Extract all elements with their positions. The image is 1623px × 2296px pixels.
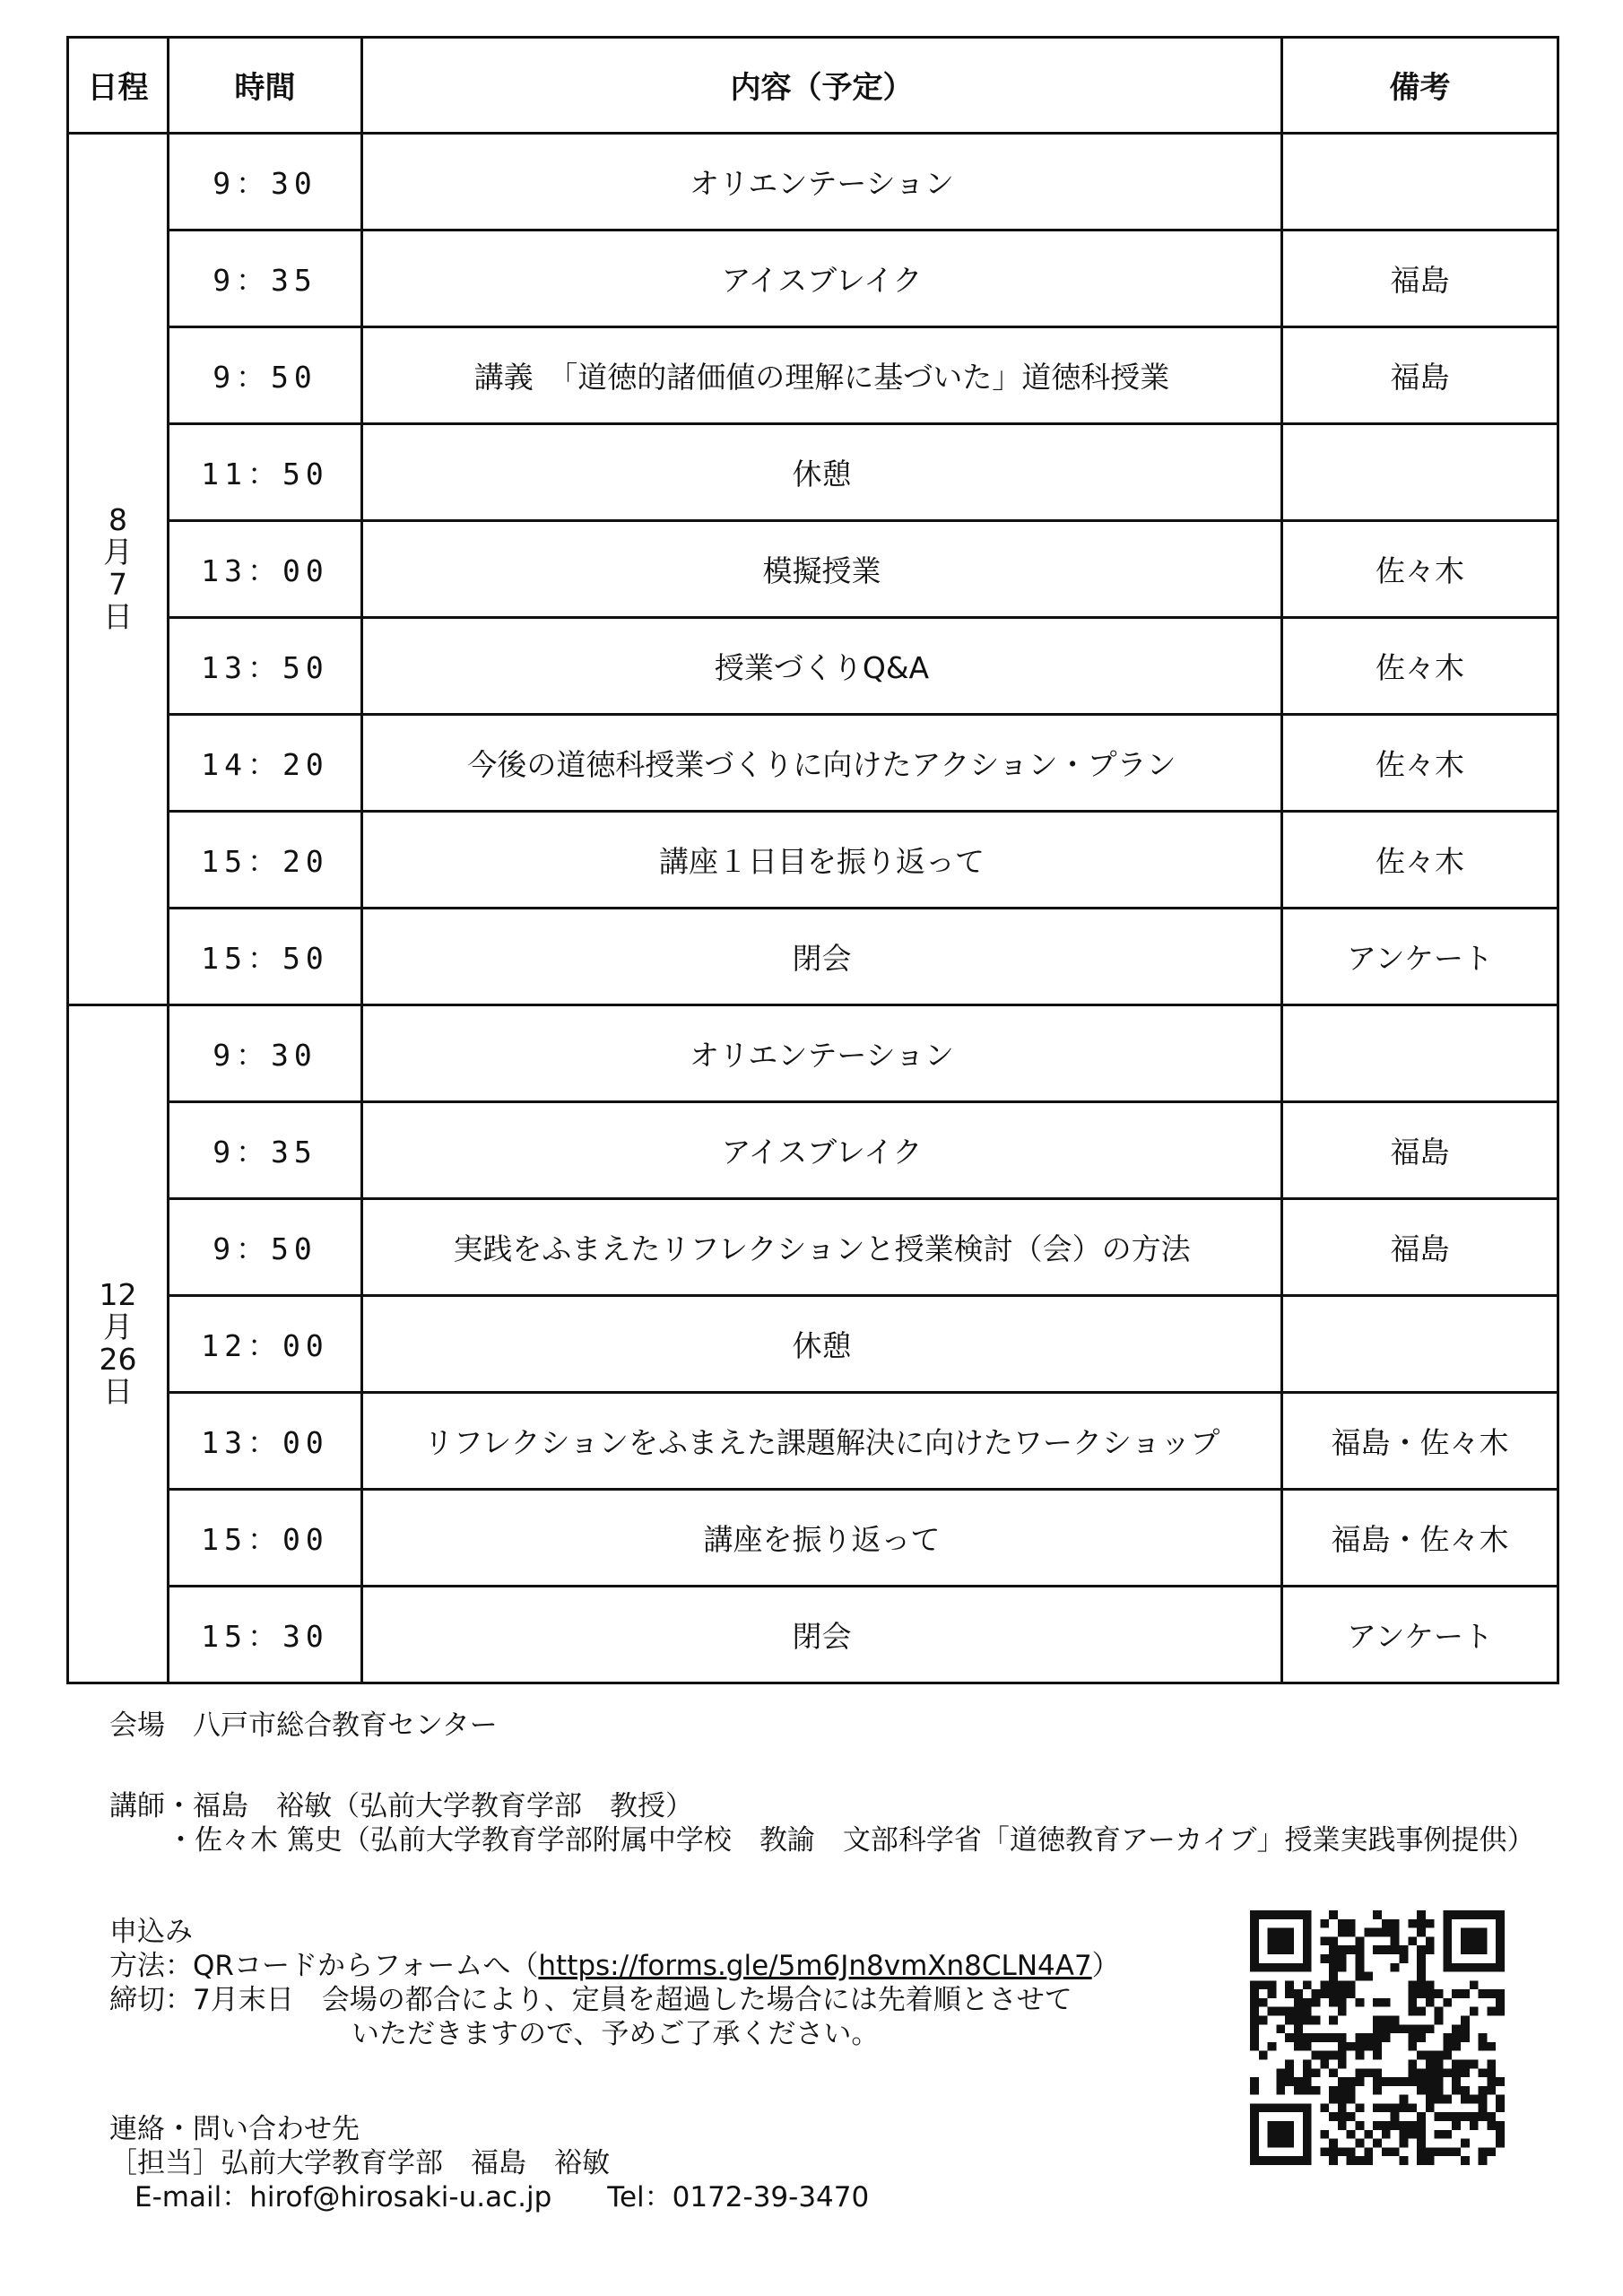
row-time: 13：50 xyxy=(169,617,362,714)
row-time: 9：30 xyxy=(169,133,362,230)
contact-title: 連絡・問い合わせ先 xyxy=(109,2113,360,2145)
table-row xyxy=(68,617,1558,714)
application-title: 申込み xyxy=(109,1916,193,1948)
row-note: 佐々木 xyxy=(1282,520,1558,617)
schedule-table xyxy=(66,36,1559,1684)
table-row xyxy=(68,1392,1558,1489)
header-notes: 備考 xyxy=(1282,38,1558,134)
row-content: オリエンテーション xyxy=(362,1004,1282,1101)
row-note: 福島 xyxy=(1282,326,1558,423)
table-row xyxy=(68,1489,1558,1586)
table-row xyxy=(68,520,1558,617)
row-content: リフレクションをふまえた課題解決に向けたワークショップ xyxy=(362,1392,1282,1489)
row-note: 福島 xyxy=(1282,1101,1558,1198)
row-content: 講義 「道徳的諸価値の理解に基づいた」道徳科授業 xyxy=(362,326,1282,423)
row-note xyxy=(1282,133,1558,230)
row-content: アイスブレイク xyxy=(362,1101,1282,1198)
row-content: 今後の道徳科授業づくりに向けたアクション・プラン xyxy=(362,714,1282,811)
table-row xyxy=(68,133,1558,230)
contact-email-tel: E-mail：hirof@hirosaki-u.ac.jp Tel：0172-39-3470 xyxy=(135,2181,870,2213)
venue: 会場 八戸市総合教育センター xyxy=(109,1709,498,1742)
header-day: 日程 xyxy=(68,38,169,134)
row-note: 福島 xyxy=(1282,230,1558,326)
row-note: アンケート xyxy=(1282,908,1558,1004)
row-time: 9：35 xyxy=(169,230,362,326)
row-content: 実践をふまえたリフレクションと授業検討（会）の方法 xyxy=(362,1198,1282,1295)
row-content: 閉会 xyxy=(362,1586,1282,1683)
row-note: 佐々木 xyxy=(1282,617,1558,714)
row-note: 佐々木 xyxy=(1282,714,1558,811)
form-link[interactable]: https://forms.gle/5m6Jn8vmXn8CLN4A7 xyxy=(538,1950,1092,1982)
row-note xyxy=(1282,423,1558,520)
row-content: 講座を振り返って xyxy=(362,1489,1282,1586)
row-time: 13：00 xyxy=(169,1392,362,1489)
row-time: 11：50 xyxy=(169,423,362,520)
row-time: 9：30 xyxy=(169,1004,362,1101)
row-time: 9：35 xyxy=(169,1101,362,1198)
row-note: 佐々木 xyxy=(1282,811,1558,908)
table-row xyxy=(68,230,1558,326)
header-content: 内容（予定） xyxy=(362,38,1282,134)
table-row xyxy=(68,423,1558,520)
table-row xyxy=(68,1198,1558,1295)
row-content: 閉会 xyxy=(362,908,1282,1004)
qr-code-icon[interactable] xyxy=(1250,1910,1505,2165)
row-note xyxy=(1282,1295,1558,1392)
row-content: 模擬授業 xyxy=(362,520,1282,617)
row-note: 福島・佐々木 xyxy=(1282,1392,1558,1489)
row-content: 休憩 xyxy=(362,423,1282,520)
contact-person: ［担当］弘前大学教育学部 福島 裕敏 xyxy=(109,2147,610,2179)
row-time: 9：50 xyxy=(169,1198,362,1295)
row-content: アイスブレイク xyxy=(362,230,1282,326)
row-content: 授業づくりQ&A xyxy=(362,617,1282,714)
table-row xyxy=(68,908,1558,1004)
table-row xyxy=(68,811,1558,908)
table-row xyxy=(68,1586,1558,1683)
row-note: 福島 xyxy=(1282,1198,1558,1295)
row-note: アンケート xyxy=(1282,1586,1558,1683)
row-note xyxy=(1282,1004,1558,1101)
row-time: 9：50 xyxy=(169,326,362,423)
row-note: 福島・佐々木 xyxy=(1282,1489,1558,1586)
lecturer-line-1: 講師・福島 裕敏（弘前大学教育学部 教授） xyxy=(109,1790,693,1822)
day1-label: 8 月 7 日 xyxy=(68,133,169,1004)
table-row xyxy=(68,1101,1558,1198)
day2-label: 12 月 26 日 xyxy=(68,1004,169,1683)
row-time: 13：00 xyxy=(169,520,362,617)
row-time: 15：30 xyxy=(169,1586,362,1683)
application-deadline-2: いただきますので、予めご了承ください。 xyxy=(352,2018,880,2050)
application-method: 方法：QRコードからフォームへ（https://forms.gle/5m6Jn8vmXn8CLN4A7） xyxy=(109,1950,1120,1982)
table-row xyxy=(68,714,1558,811)
row-content: オリエンテーション xyxy=(362,133,1282,230)
lecturer-line-2: ・佐々木 篤史（弘前大学教育学部附属中学校 教諭 文部科学省「道徳教育アーカイブ」授業実践事例提供） xyxy=(167,1824,1535,1857)
table-row xyxy=(68,326,1558,423)
table-header-row xyxy=(68,38,1558,134)
row-content: 休憩 xyxy=(362,1295,1282,1392)
row-time: 14：20 xyxy=(169,714,362,811)
table-row xyxy=(68,1295,1558,1392)
row-time: 15：20 xyxy=(169,811,362,908)
row-time: 15：50 xyxy=(169,908,362,1004)
row-content: 講座１日目を振り返って xyxy=(362,811,1282,908)
application-deadline-1: 締切：7月末日 会場の都合により、定員を超過した場合には先着順とさせて xyxy=(109,1984,1072,2016)
table-row xyxy=(68,1004,1558,1101)
row-time: 12：00 xyxy=(169,1295,362,1392)
row-time: 15：00 xyxy=(169,1489,362,1586)
header-time: 時間 xyxy=(169,38,362,134)
